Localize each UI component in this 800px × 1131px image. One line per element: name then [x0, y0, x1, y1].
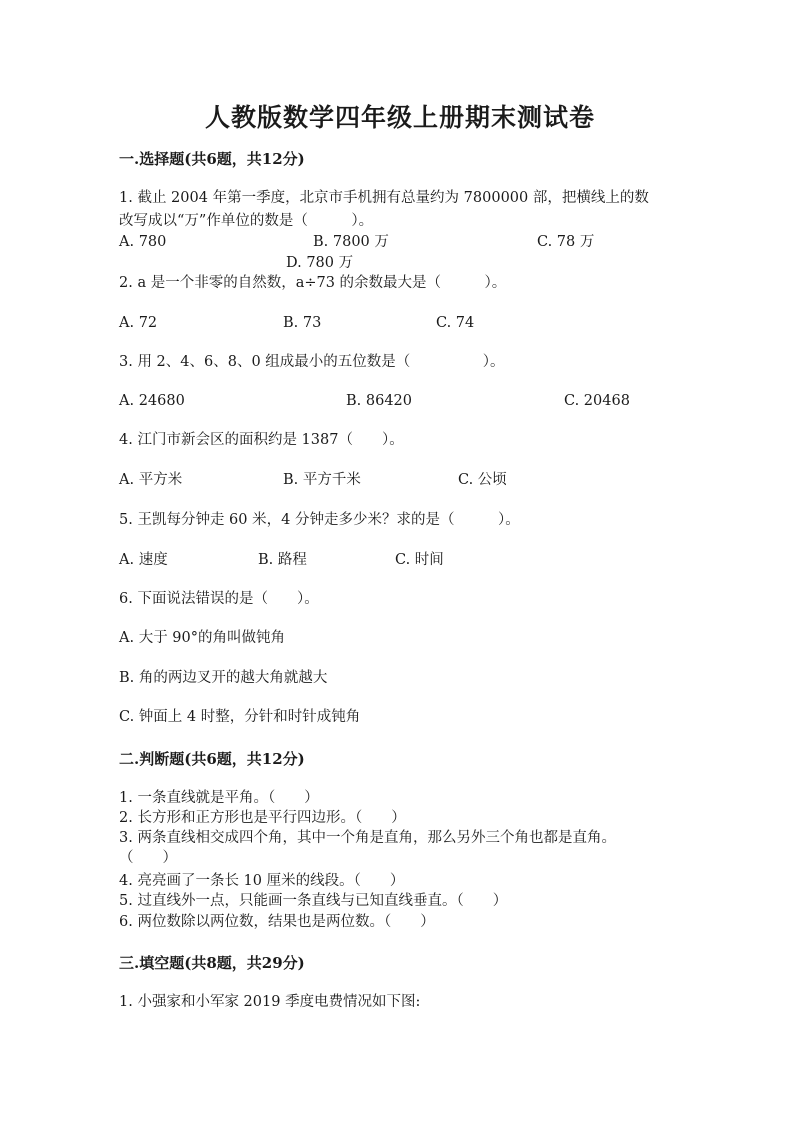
question-4-option-c: C. 公顷	[458, 472, 507, 488]
question-4-option-a: A. 平方米	[119, 472, 183, 488]
judgement-item-5: 5. 过直线外一点，只能画一条直线与已知直线垂直。（ ）	[119, 893, 508, 909]
question-5-option-a: A. 速度	[119, 552, 168, 568]
question-1-option-c: C. 78 万	[537, 234, 595, 250]
section-heading-choice: 一.选择题(共6题，共12分)	[119, 150, 305, 168]
question-3-option-b: B. 86420	[346, 393, 413, 409]
question-6: 6. 下面说法错误的是（ ）。	[119, 591, 319, 607]
question-6-option-a: A. 大于 90°的角叫做钝角	[119, 630, 285, 646]
question-1-option-d: D. 780 万	[286, 255, 354, 271]
question-6-option-c: C. 钟面上 4 时整，分针和时针成钝角	[119, 709, 361, 725]
question-3: 3. 用 2、4、6、8、0 组成最小的五位数是（ ）。	[119, 354, 505, 370]
judgement-item-2: 2. 长方形和正方形也是平行四边形。（ ）	[119, 810, 406, 826]
question-1-option-a: A. 780	[119, 234, 167, 250]
question-5-option-c: C. 时间	[395, 552, 444, 568]
question-6-option-b: B. 角的两边叉开的越大角就越大	[119, 670, 328, 686]
section-heading-judgement: 二.判断题(共6题，共12分)	[119, 750, 305, 768]
question-5: 5. 王凯每分钟走 60 米，4 分钟走多少米？求的是（ ）。	[119, 512, 520, 528]
question-1-line1: 1. 截止 2004 年第一季度，北京市手机拥有总量约为 7800000 部，把横线上的数	[119, 190, 649, 206]
judgement-item-3-bracket: （ ）	[119, 850, 177, 866]
question-5-option-b: B. 路程	[258, 552, 307, 568]
question-2-option-c: C. 74	[436, 315, 475, 331]
question-4-option-b: B. 平方千米	[283, 472, 361, 488]
question-2-option-a: A. 72	[119, 315, 158, 331]
fill-blank-question-1: 1. 小强家和小军家 2019 季度电费情况如下图:	[119, 994, 421, 1010]
judgement-item-3: 3. 两条直线相交成四个角，其中一个角是直角，那么另外三个角也都是直角。	[119, 830, 616, 846]
question-1-line2: 改写成以“万”作单位的数是（ ）。	[119, 213, 374, 229]
question-2: 2. a 是一个非零的自然数，a÷73 的余数最大是（ ）。	[119, 275, 507, 291]
question-1-option-b: B. 7800 万	[313, 234, 389, 250]
page-title: 人教版数学四年级上册期末测试卷	[204, 103, 595, 132]
question-3-option-c: C. 20468	[564, 393, 630, 409]
judgement-item-6: 6. 两位数除以两位数，结果也是两位数。（ ）	[119, 914, 435, 930]
question-4: 4. 江门市新会区的面积约是 1387（ ）。	[119, 432, 404, 448]
question-3-option-a: A. 24680	[119, 393, 185, 409]
judgement-item-4: 4. 亮亮画了一条长 10 厘米的线段。（ ）	[119, 873, 405, 889]
judgement-item-1: 1. 一条直线就是平角。（ ）	[119, 790, 319, 806]
section-heading-fill-blank: 三.填空题(共8题，共29分)	[119, 954, 305, 972]
question-2-option-b: B. 73	[283, 315, 322, 331]
